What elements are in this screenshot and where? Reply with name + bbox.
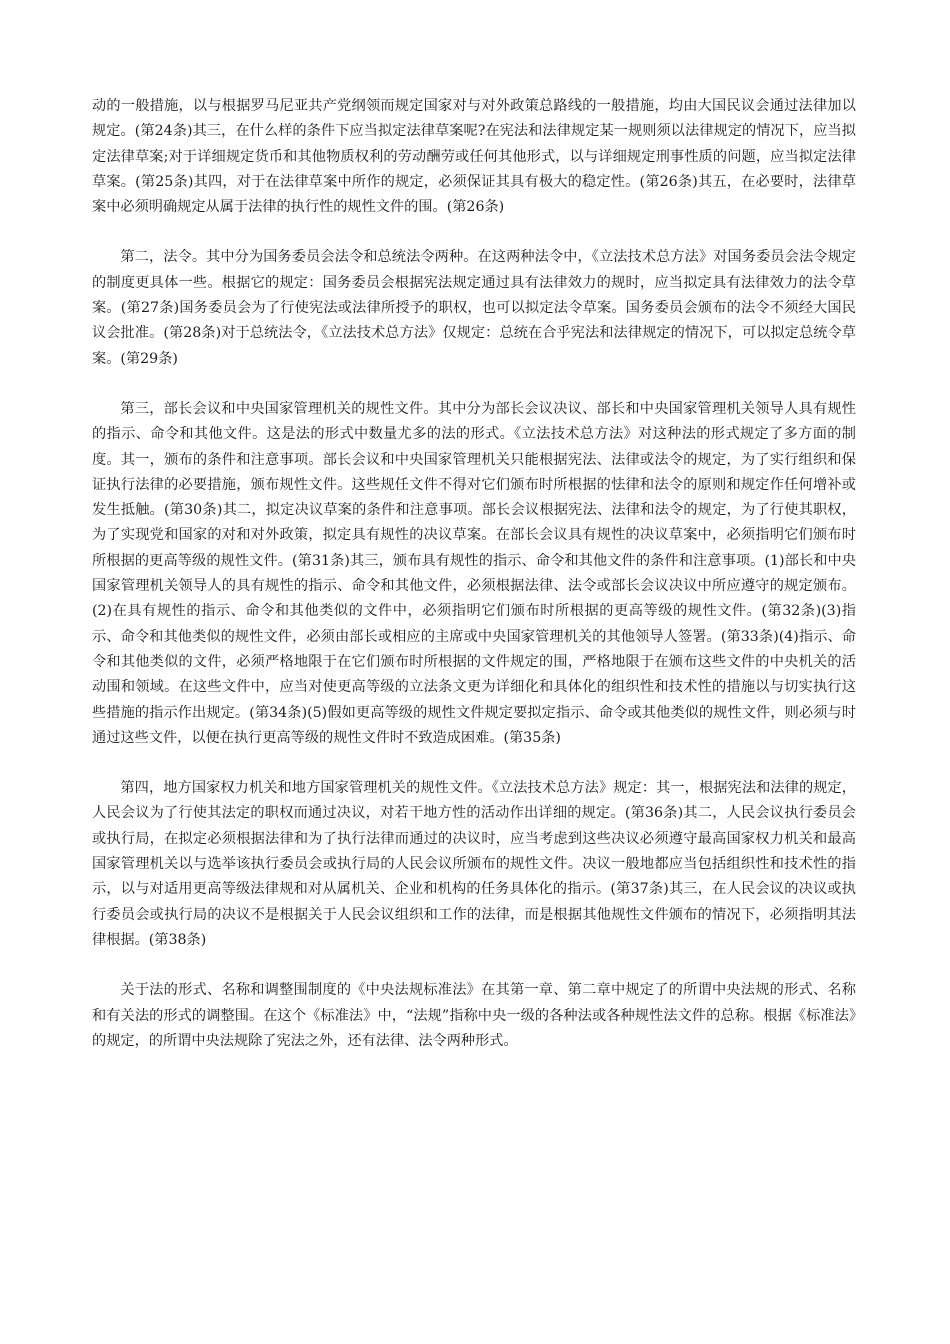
paragraph-central-regulations: 关于法的形式、名称和调整围制度的《中央法规标准法》在其第一章、第二章中规定了的所谓中央法规的形式、名称和有关法的形式的调整围。在这个《标准法》中，“法规”指称中央一级的各种法或各种规性法文件的总称。根据《标准法》的规定，的所谓中央法规除了宪法之外，还有法律、法令两种形式。 [92,982,856,1049]
paragraph-continuation: 动的一般措施，以与根据罗马尼亚共产党纲领而规定国家对与对外政策总路线的一般措施，均由大国民议会通过法律加以规定。(第24条)其三，在什么样的条件下应当拟定法律草案呢?在宪法和法律规定某一规则须以法律规定的情况下，应当拟定法律草案;对于详细规定货币和其他物质权利的劳动酬劳或任何其他形式，以与详细规定刑事性质的问题，应当拟定法律草案。(第25条)其四，对于在法律草案中所作的规定，必须保证其具有极大的稳定性。(第26条)其五，在必要时，法律草案中必须明确规定从属于法律的执行性的规性文件的围。(第26条) [92,98,856,216]
paragraph-local-authorities: 第四，地方国家权力机关和地方国家管理机关的规性文件。《立法技术总方法》规定：其一，根据宪法和法律的规定，人民会议为了行使其法定的职权而通过决议，对若干地方性的活动作出详细的规定。(第36条)其二，人民会议执行委员会或执行局，在拟定必须根据法律和为了执行法律而通过的决议时，应当考虑到这些决议必须遵守最高国家权力机关和最高国家管理机关以与选举该执行委员会或执行局的人民会议所颁布的规性文件。决议一般地都应当包括组织性和技术性的指示，以与对适用更高等级法律规和对从属机关、企业和机构的任务具体化的指示。(第37条)其三，在人民会议的决议或执行委员会或执行局的决议不是根据关于人民会议组织和工作的法律，而是根据其他规性文件颁布的情况下，必须指明其法律根据。(第38条) [92,780,856,948]
paragraph-decrees: 第二，法令。其中分为国务委员会法令和总统法令两种。在这两种法令中，《立法技术总方法》对国务委员会法令规定的制度更具体一些。根据它的规定：国务委员会根据宪法规定通过具有法律效力的规时，应当拟定具有法律效力的法令草案。(第27条)国务委员会为了行使宪法或法律所授予的职权，也可以拟定法令草案。国务委员会颁布的法令不须经大国民议会批准。(第28条)对于总统法令，《立法技术总方法》仅规定：总统在合乎宪法和法律规定的情况下，可以拟定总统令草案。(第29条) [92,249,856,367]
document-body [92,94,856,1079]
paragraph-ministerial-documents: 第三，部长会议和中央国家管理机关的规性文件。其中分为部长会议决议、部长和中央国家管理机关领导人具有规性的指示、命令和其他文件。这是法的形式中数量尤多的法的形式。《立法技术总方法》对这种法的形式规定了多方面的制度。其一，颁布的条件和注意事项。部长会议和中央国家管理机关只能根据宪法、法律或法令的规定，为了实行组织和保证执行法律的必要措施，颁布规性文件。这些规任文件不得对它们颁布时所根据的怯律和法令的原则和规定作任何增补或发生抵触。(第30条)其二，拟定决议草案的条件和注意事项。部长会议根据宪法、法律和法令的规定，为了行使其职权，为了实现党和国家的对和对外政策，拟定具有规性的决议草案。在部长会议具有规性的决议草案中，必须指明它们颁布时所根据的更高等级的规性文件。(第31条)其三，颁布具有规性的指示、命令和其他文件的条件和注意事项。(1)部长和中央国家管理机关领导人的具有规性的指示、命令和其他文件，必须根据法律、法令或部长会议决议中所应遵守的规定颁布。(2)在具有规性的指示、命令和其他类似的文件中，必须指明它们颁布时所根据的更高等级的规性文件。(第32条)(3)指示、命令和其他类似的规性文件，必须由部长或相应的主席或中央国家管理机关的其他领导人签署。(第33条)(4)指示、命令和其他类似的文件，必须严格地限于在它们颁布时所根据的文件规定的围，严格地限于在颁布这些文件的中央机关的活动围和领域。在这些文件中，应当对使更高等级的立法条文更为详细化和具体化的组织性和技术性的措施以与切实执行这些措施的指示作出规定。(第34条)(5)假如更高等级的规性文件规定要拟定指示、命令或其他类似的规性文件，则必须与时通过这些文件，以便在执行更高等级的规性文件时不致造成困难。(第35条) [92,400,856,746]
